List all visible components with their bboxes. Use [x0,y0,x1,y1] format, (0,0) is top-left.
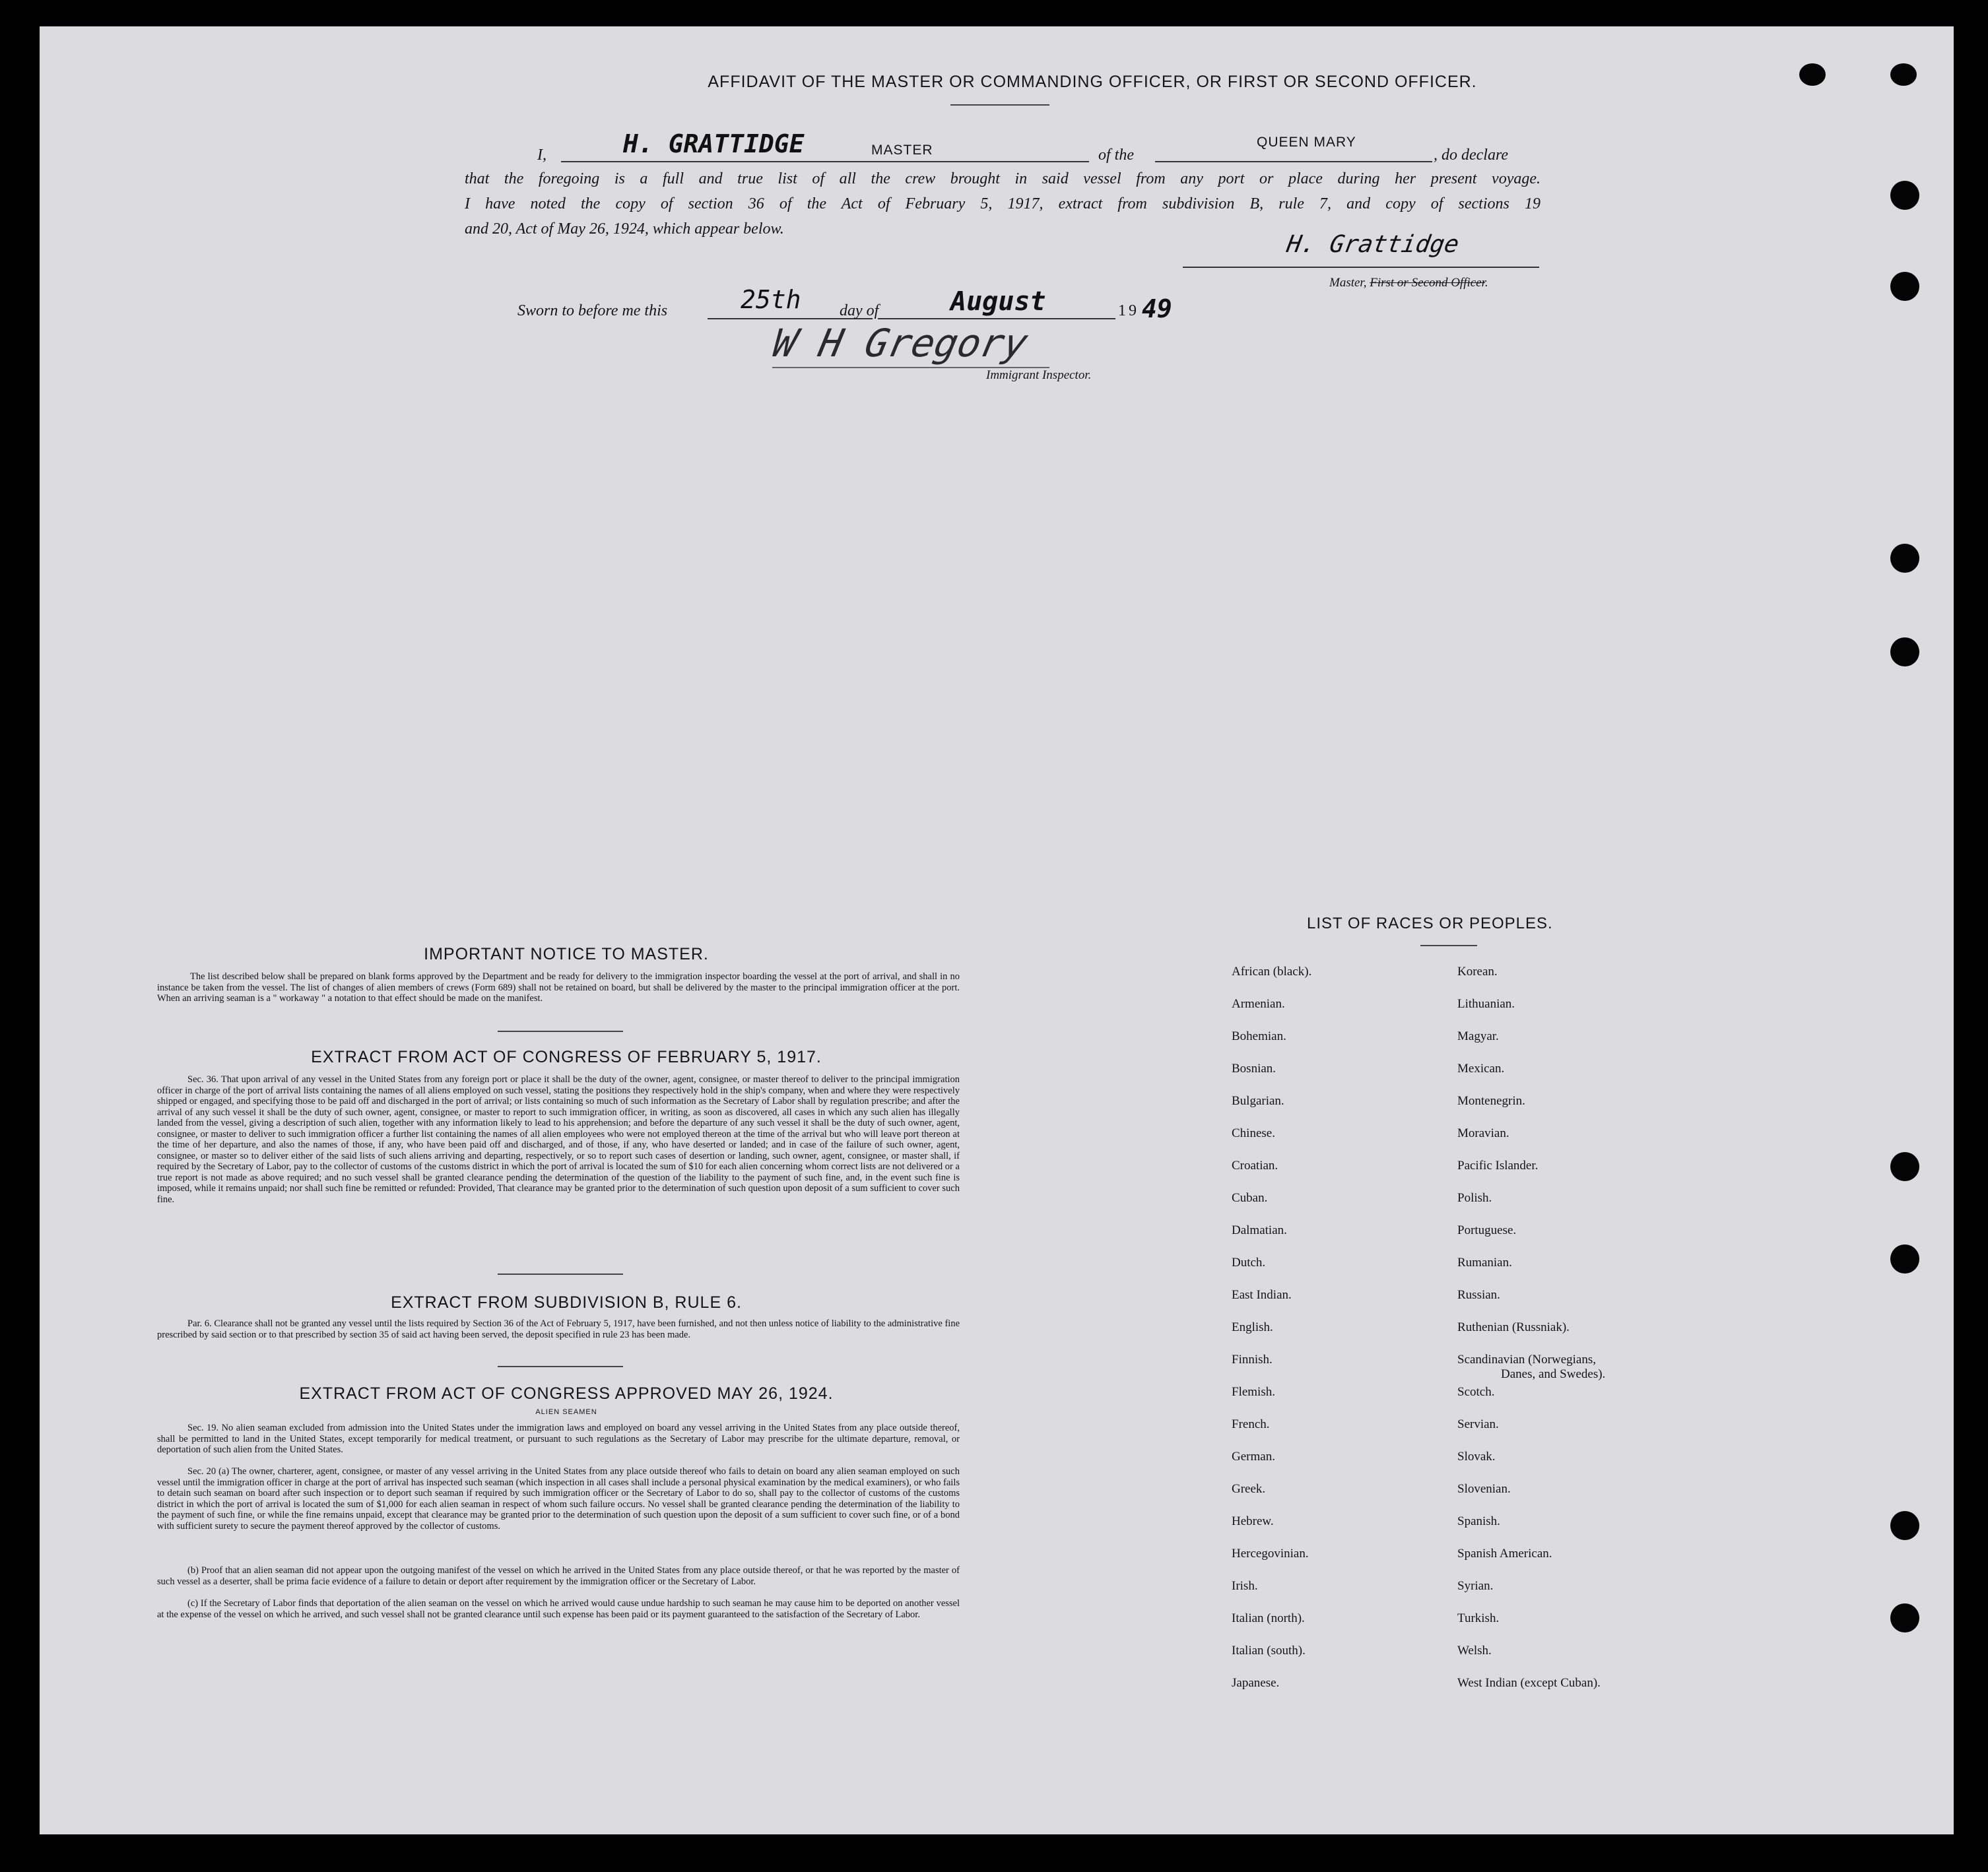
race-item: Bohemian. [1232,1029,1286,1043]
master-name: H. GRATTIDGE [623,129,805,158]
punch-hole [1890,637,1919,666]
race-item: Pacific Islander. [1457,1159,1539,1173]
signature-line [1183,267,1539,268]
race-item: Finnish. [1232,1353,1273,1367]
race-item: East Indian. [1232,1288,1292,1302]
sec-20b-text: (b) Proof that an alien seaman did not appear upon the outgoing manifest of the vessel on which he arrived in the United States from any place outside thereof, or that he was reported by the master of such vessel as a deserter, shall be prima facie evidence of a failure to detain or deport after requirement by the immigration officer or the Secretary of Labor. [157,1565,960,1587]
race-item: Mexican. [1457,1062,1505,1076]
race-item: African (black). [1232,965,1312,979]
race-item: Japanese. [1232,1676,1280,1690]
notice-title: IMPORTANT NOTICE TO MASTER. [424,945,709,963]
name-underline [561,161,1089,162]
race-item: Slovak. [1457,1450,1496,1464]
title-rule [950,104,1049,106]
race-item: German. [1232,1450,1275,1464]
race-item: Ruthenian (Russniak). [1457,1320,1570,1334]
punch-hole [1890,544,1919,573]
extract-1917-text: Sec. 36. That upon arrival of any vessel in the United States from any foreign port or place it shall be the duty of the owner, agent, consignee, or master thereof to deliver to the principal immigration officer in charge of the port of arrival lists containing the names of all aliens employed on such vessel, stating the positions they respectively hold in the ship's company, when and where they were respectively shipped or engaged, and specifying those to be paid off and discharged in the port of arrival; or lists containing so much of such information as the Secretary of Labor shall by regulation prescribe; and after the arrival of any such vessel it shall be the duty of such owner, agent, consignee, or master to report to such immigration officer, in writing, as soon as discovered, all cases in which any such alien has illegally landed from the vessel, giving a description of such alien, together with any information likely to lead to his apprehension; and before the departure of any such vessel it shall be the duty of such owner, agent, consignee, or master to deliver to such immigration officer a further list containing the names of all alien employees who were not employed thereon at the time of the arrival but who will leave port thereon at the time of her departure, and also the names of those, if any, who have been paid off and discharged, and of those, if any, who have deserted or landed; and in case of the failure of such owner, agent, consignee, or master so to deliver either of the said lists of such aliens arriving and departing, respectively, or so to report such cases of desertion or landing, such owner, agent, consignee, or master shall, if required by the Secretary of Labor, pay to the collector of customs of the customs district in which the port of arrival is located the sum of $10 for each alien concerning whom correct lists are not delivered or a true report is not made as above required; and no such vessel shall be granted clearance pending the determination of the question of the liability to the payment of such fine, and, in the event such fine is imposed, while it remains unpaid; nor shall such fine be remitted or refunded: Provided, That clearance may be granted prior to the determination of such question upon deposit of a sum sufficient to cover such fine. [157,1074,960,1205]
punch-hole [1890,181,1919,210]
race-item: Russian. [1457,1288,1500,1302]
race-item: Montenegrin. [1457,1094,1525,1108]
notice-rule [498,1031,623,1032]
race-item: Servian. [1457,1417,1499,1431]
race-item: Greek. [1232,1482,1266,1496]
rule-6-title: EXTRACT FROM SUBDIVISION B, RULE 6. [391,1293,742,1312]
race-item: Magyar. [1457,1029,1499,1043]
race-item: Flemish. [1232,1385,1275,1399]
day-of-label: day of [840,302,879,319]
inspector-caption: Immigrant Inspector. [986,368,1092,382]
sec-19-text: Sec. 19. No alien seaman excluded from admission into the United States under the immigration laws and employed on board any vessel arriving in the United States from any place outside thereof, shall be permitted to land in the United States, except temporarily for medical treatment, or pursuant to such regulations as the Secretary of Labor may prescribe for the ultimate departure, removal, or deportation of such alien from the United States. [157,1423,960,1455]
struck-caption: First or Second Officer [1370,276,1485,290]
races-rule [1420,945,1477,946]
race-item: English. [1232,1320,1273,1334]
race-item: Cuban. [1232,1191,1268,1205]
race-item: Turkish. [1457,1611,1500,1625]
race-item: Polish. [1457,1191,1492,1205]
affidavit-line-3: I have noted the copy of section 36 of the Act of February 5, 1917, extract from subdivision B, rule 7, and copy of sections 19 [465,195,1541,212]
year-prefix: 19 [1118,302,1139,319]
race-item: West Indian (except Cuban). [1457,1676,1601,1690]
race-item: Lithuanian. [1457,997,1515,1011]
race-item: Rumanian. [1457,1256,1512,1270]
sec-20c-text: (c) If the Secretary of Labor finds that deportation of the alien seaman on the vessel on which he arrived would cause undue hardship to such seaman he may cause him to be deported on another vessel at the expense of the vessel on which he arrived, and such vessel shall not be granted clearance until such expense has been paid or its payment guaranteed to the satisfaction of the Secretary of Labor. [157,1598,960,1620]
race-item: Chinese. [1232,1126,1275,1140]
race-item: Moravian. [1457,1126,1509,1140]
caption-period: . [1484,276,1488,290]
race-item: Dalmatian. [1232,1223,1287,1237]
race-item: Scotch. [1457,1385,1495,1399]
sworn-day: 25th [741,285,801,314]
race-item: Armenian. [1232,997,1285,1011]
race-item: Korean. [1457,965,1498,979]
race-item: Italian (south). [1232,1644,1306,1658]
punch-hole [1890,1244,1919,1274]
punch-hole [1890,272,1919,301]
race-item: Welsh. [1457,1644,1492,1658]
punch-hole [1799,63,1826,86]
extract-1917-rule [498,1274,623,1275]
sworn-year: 49 [1142,294,1172,323]
race-item: Bosnian. [1232,1062,1276,1076]
sec-20a-text: Sec. 20 (a) The owner, charterer, agent, consignee, or master of any vessel arriving in the United States from any place outside thereof who fails to detain on board any alien seaman employed on such vessel until the immigration officer in charge at the port of arrival has inspected such seaman (which inspection in all cases shall include a personal physical examination by the medical examiners), or who fails to detain such seaman on board after such inspection or to deport such seaman if required by such immigration officer or the Secretary of Labor to do so, shall pay to the collector of customs of the customs district in which the port of arrival is located the sum of $1,000 for each alien seaman in respect of whom such failure occurs. No vessel shall be granted clearance pending the determination of the liability to the payment of such fine, or while the fine remains unpaid, except that clearance may be granted prior to the determination of such question upon the deposit of a sum sufficient to cover such fine, or of a bond with sufficient surety to secure the payment thereof approved by the collector of customs. [157,1466,960,1532]
race-item: Slovenian. [1457,1482,1511,1496]
sworn-month: August [950,286,1046,317]
master-caption-text: Master, [1329,276,1367,290]
race-item: Portuguese. [1457,1223,1517,1237]
rule-6-text: Par. 6. Clearance shall not be granted any vessel until the lists required by Section 36 of the Act of February 5, 1917, have been furnished, and not then unless notice of liability to the administrative fine prescribed by said section or to that prescribed by section 35 of said act having been served, the deposit specified in rule 23 has been made. [157,1318,960,1340]
race-item: French. [1232,1417,1270,1431]
race-item: Hebrew. [1232,1514,1274,1528]
rule-6-rule [498,1366,623,1367]
extract-1924-title: EXTRACT FROM ACT OF CONGRESS APPROVED MAY 26, 1924. [299,1384,834,1403]
extract-1917-title: EXTRACT FROM ACT OF CONGRESS OF FEBRUARY 5, 1917. [311,1048,822,1066]
of-the-label: of the [1098,146,1134,164]
master-caption [1329,276,1488,290]
race-item-continuation: Danes, and Swedes). [1501,1367,1606,1381]
affidavit-line-2: that the foregoing is a full and true list of all the crew brought in said vessel from any port or place during her present voyage. [465,170,1541,187]
race-item: Syrian. [1457,1579,1494,1593]
race-item: Scandinavian (Norwegians, [1457,1353,1596,1367]
punch-hole [1890,1603,1919,1632]
master-signature: H. Grattidge [1284,231,1461,258]
race-item: Irish. [1232,1579,1258,1593]
race-item: Dutch. [1232,1256,1266,1270]
do-declare-label: , do declare [1434,146,1509,164]
affidavit-title: AFFIDAVIT OF THE MASTER OR COMMANDING OFFICER, OR FIRST OR SECOND OFFICER. [708,73,1477,91]
race-item: Spanish American. [1457,1547,1552,1561]
extract-1924-subtitle: ALIEN SEAMEN [535,1408,597,1416]
races-title: LIST OF RACES OR PEOPLES. [1307,915,1553,932]
race-item: Spanish. [1457,1514,1500,1528]
vessel-name: QUEEN MARY [1257,135,1356,150]
inspector-signature: W H Gregory [768,321,1032,366]
race-item: Italian (north). [1232,1611,1305,1625]
affidavit-line-4: and 20, Act of May 26, 1924, which appear below. [465,220,784,238]
punch-hole [1890,1152,1919,1181]
punch-hole [1890,1511,1919,1540]
i-label: I, [537,146,547,164]
sworn-label: Sworn to before me this [517,302,668,319]
race-item: Hercegovinian. [1232,1547,1309,1561]
race-item: Croatian. [1232,1159,1278,1173]
race-item: Bulgarian. [1232,1094,1284,1108]
notice-text: The list described below shall be prepared on blank forms approved by the Department and be ready for delivery to the immigration inspector boarding the vessel at the port of arrival, and shall in no instance be taken from the vessel. The list of changes of alien members of crews (Form 689) shall not be retained on board, but shall be delivered by the master to the principal immigration officer at the port. When an arriving seaman is a " workaway " a notation to that effect should be made on the manifest. [157,971,960,1004]
vessel-underline [1155,161,1432,162]
month-underline [878,318,1115,319]
punch-hole [1890,63,1917,86]
rank: MASTER [871,143,933,158]
